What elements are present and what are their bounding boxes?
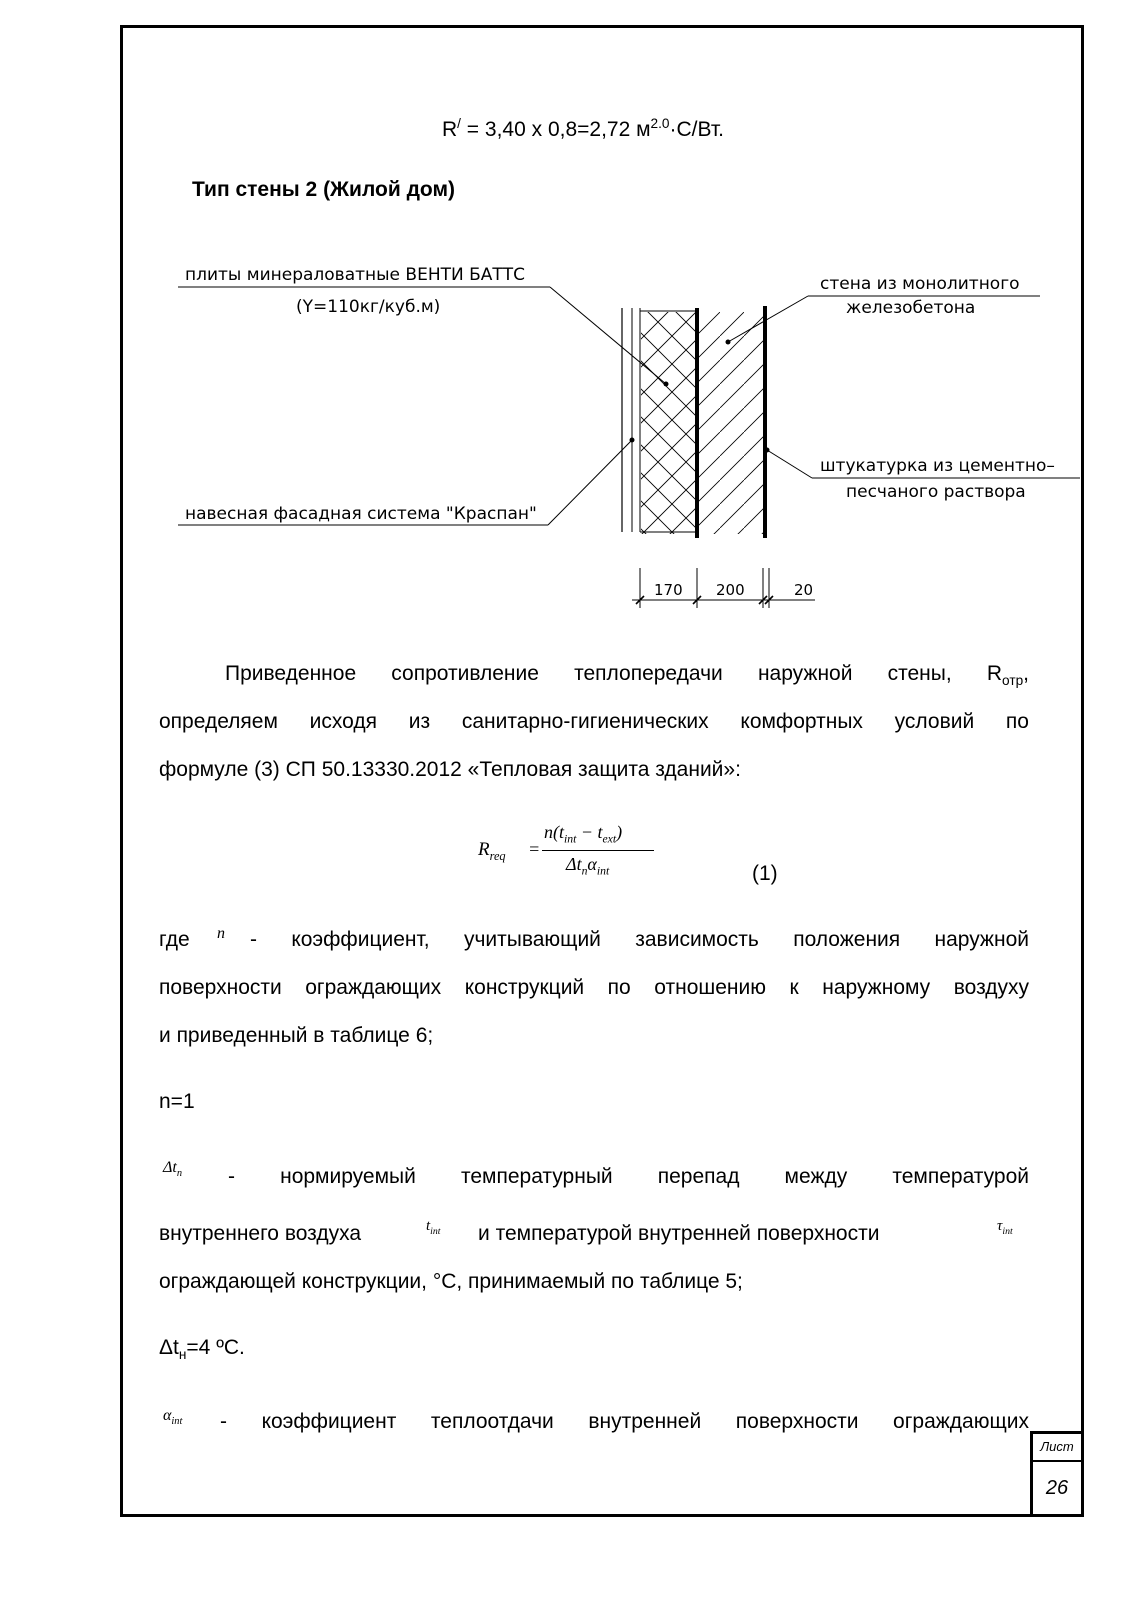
dimension-170: 170 [654,581,683,599]
diagram-label-plaster-1: штукатурка из цементно– [820,456,1055,476]
para2-line1: - коэффициент, учитывающий зависимость положения наружной [250,928,1029,951]
formula-number: (1) [752,862,778,885]
diagram-label-insulation-1: плиты минераловатные ВЕНТИ БАТТС [185,265,526,285]
dimension-20: 20 [794,581,814,599]
sheet-label: Лист [1033,1434,1081,1462]
diagram-label-concrete-2: железобетона [846,298,976,318]
para2-gde: где [159,928,190,951]
para1-line1: Приведенное сопротивление теплопередачи наружной стены, $R_{отр}$, [225,662,1029,689]
sheet-number: 26 [1045,1477,1069,1499]
delta-t-symbol: $\Delta t_n$ [163,1159,183,1180]
para3-line2b: и температурой внутренней поверхности [478,1222,880,1245]
delta-t-value: $\Delta t_н=4$ ºС. [159,1336,245,1363]
diagram-label-insulation-2: (Y=110кг/куб.м) [296,297,441,317]
diagram-label-plaster-2: песчаного раствора [846,482,1026,502]
para4-line1: - коэффициент теплоотдачи внутренней поверхности ограждающих [220,1410,1029,1433]
para1-line2: определяем исходя из санитарно-гигиенических комфортных условий по [159,710,1029,733]
n-symbol: n [217,925,225,942]
tau-int-symbol: $\tau_{int}$ [997,1218,1013,1237]
para3-line2a: внутреннего воздуха [159,1222,362,1245]
n-value: n=1 [159,1090,195,1113]
t-int-symbol: $t_{int}$ [426,1218,441,1237]
para1-line3: формуле (3) СП 50.13330.2012 «Тепловая защита зданий»: [159,758,741,781]
para3-line3: ограждающей конструкции, °С, принимаемый по таблице 5; [159,1270,743,1293]
diagram-label-facade: навесная фасадная система "Краспан" [185,504,537,524]
para2-line2: поверхности ограждающих конструкций по отношению к наружному воздуху [159,976,1029,999]
fraction-bar [542,850,654,851]
dimension-200: 200 [716,581,745,599]
diagram-label-concrete-1: стена из монолитного [820,274,1020,294]
para3-line1: - нормируемый температурный перепад между температурой [228,1165,1029,1188]
formula-1: $R_{req}$ = $n(t_{int} - t_{ext})$ $\Delta t_n\alpha_{int}$ [478,822,678,882]
para2-line3: и приведенный в таблице 6; [159,1024,434,1047]
section-heading: Тип стены 2 (Жилой дом) [192,178,455,201]
alpha-int-symbol: $\alpha_{int}$ [163,1407,183,1428]
top-formula: R/ = 3,40 х 0,8=2,72 $м^{2.0}\cdot С/Вт$. [442,116,724,141]
